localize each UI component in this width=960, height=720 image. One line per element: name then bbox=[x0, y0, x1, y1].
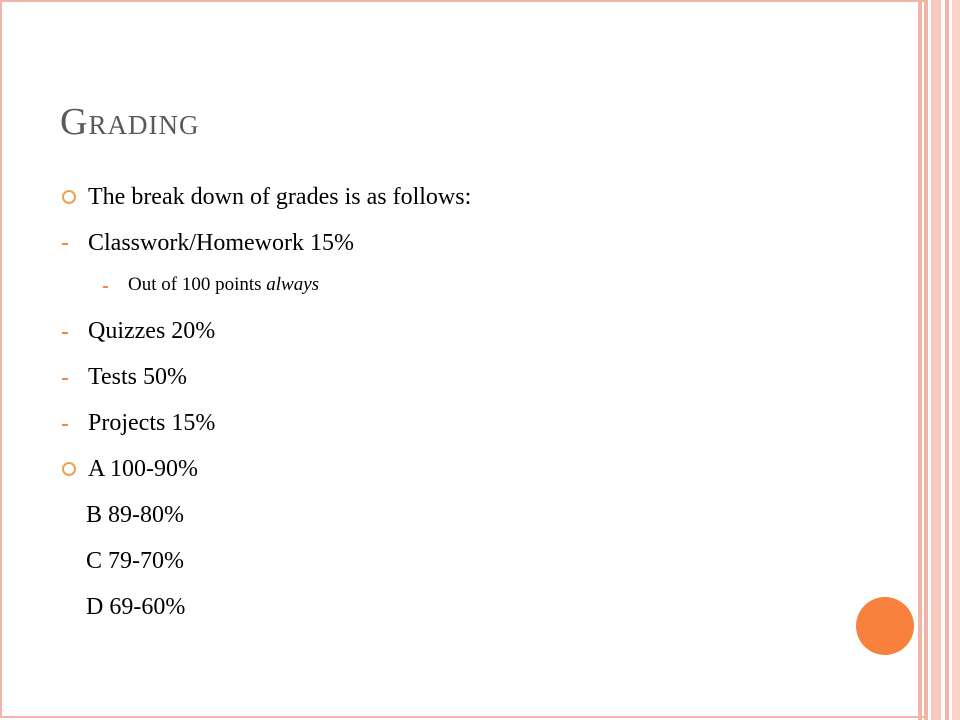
category-quizzes: Quizzes 20% bbox=[88, 318, 216, 344]
frame-left-border bbox=[0, 0, 2, 718]
decorative-stripe bbox=[952, 0, 960, 720]
dash-bullet-icon bbox=[103, 286, 108, 288]
dash-bullet-icon bbox=[62, 424, 68, 426]
classwork-note-text: Out of 100 points bbox=[128, 274, 262, 295]
circle-bullet-icon bbox=[62, 190, 76, 204]
decorative-stripe bbox=[945, 0, 949, 720]
dash-bullet-icon bbox=[62, 378, 68, 380]
dash-bullet-icon bbox=[62, 332, 68, 334]
classwork-note bbox=[128, 271, 319, 299]
decorative-stripe bbox=[924, 0, 928, 720]
slide-title: Grading bbox=[60, 101, 200, 143]
classwork-note-emphasis: always bbox=[266, 274, 320, 295]
decorative-stripe bbox=[931, 0, 941, 720]
frame-top-border bbox=[0, 0, 924, 2]
circle-bullet-icon bbox=[62, 462, 76, 476]
grade-scale-d: D 69-60% bbox=[86, 594, 186, 620]
accent-circle bbox=[856, 597, 914, 655]
category-tests: Tests 50% bbox=[88, 364, 187, 390]
grade-scale-b: B 89-80% bbox=[86, 502, 184, 528]
frame-bottom-border bbox=[0, 716, 924, 718]
dash-bullet-icon bbox=[62, 243, 68, 245]
category-classwork: Classwork/Homework 15% bbox=[88, 230, 354, 256]
intro-text: The break down of grades is as follows: bbox=[88, 184, 472, 210]
category-projects: Projects 15% bbox=[88, 410, 216, 436]
decorative-stripe bbox=[918, 0, 922, 720]
grade-scale-a: A 100-90% bbox=[88, 456, 198, 482]
grade-scale-c: C 79-70% bbox=[86, 548, 184, 574]
